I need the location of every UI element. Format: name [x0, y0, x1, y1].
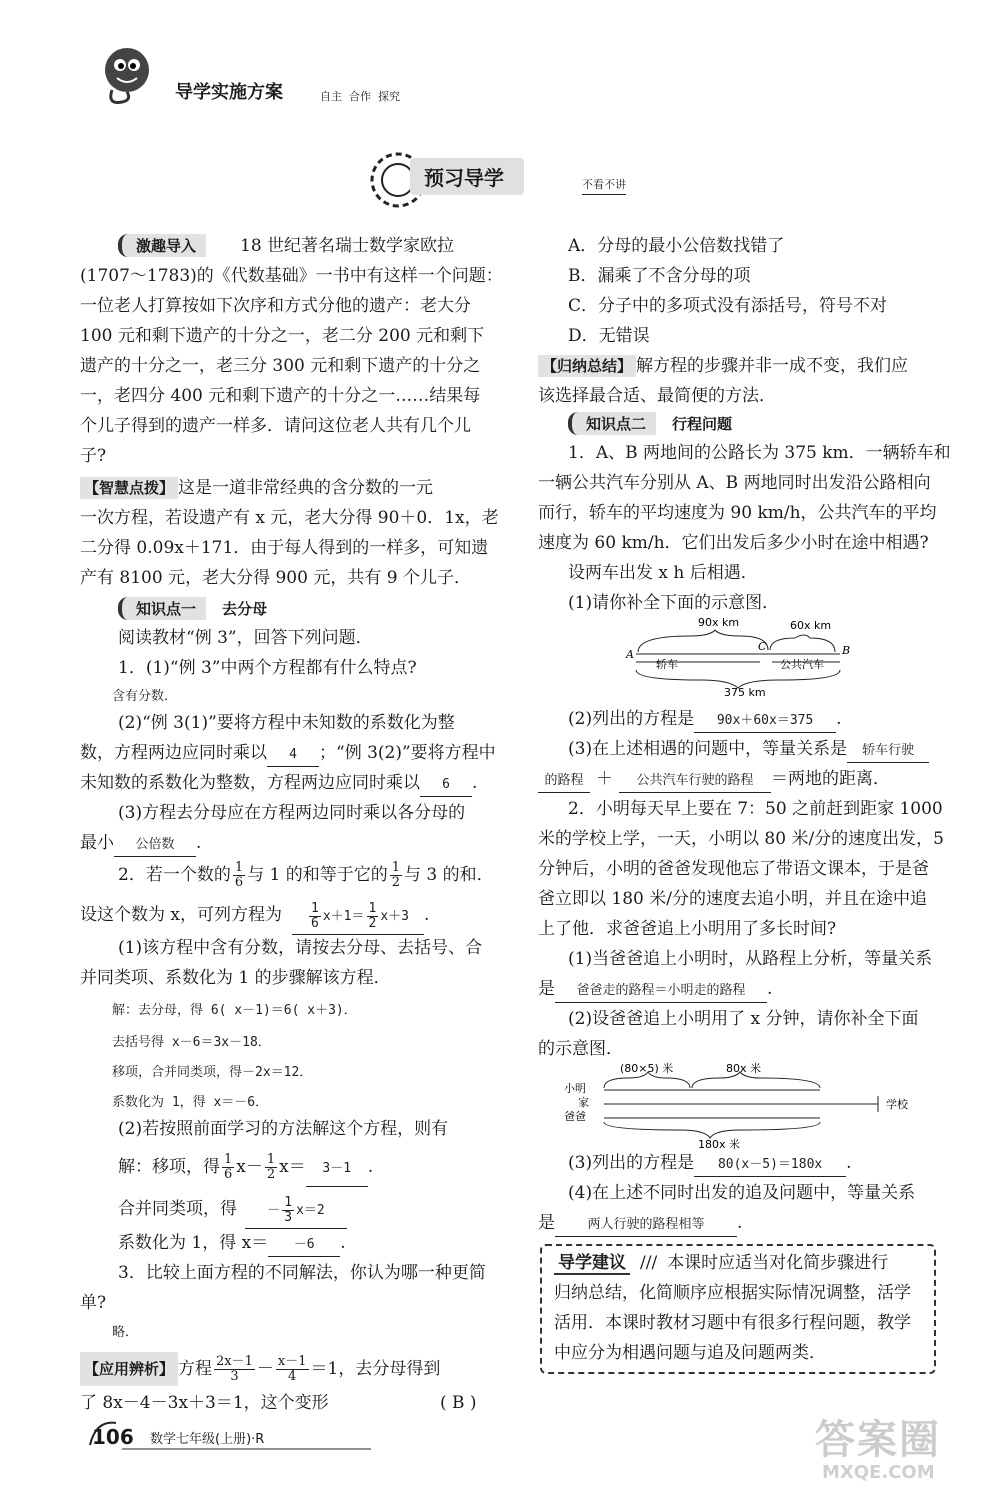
intro-line: 18 世纪著名瑞士数学家欧拉	[240, 236, 455, 256]
kp1-title: 去分母	[222, 600, 268, 618]
read-line: 阅读教材“例 3”，回答下列问题．	[118, 628, 373, 648]
apply-answer: ( B )	[440, 1393, 477, 1413]
kp2-heading	[568, 412, 732, 435]
problem1-q3: (3)在上述相遇的问题中，等量关系是 轿车行驶	[568, 738, 929, 763]
answer-problem1-q3a: 轿车行驶	[847, 740, 929, 763]
option-b: B．漏乘了不含分母的项	[568, 266, 751, 286]
intro-line: 一位老人打算按如下次序和方式分他的遗产：老大分	[80, 296, 471, 316]
intro-tag: 激趣导入	[118, 234, 206, 257]
d1-label-b: B	[842, 644, 851, 657]
hint-line: 产有 8100 元，老大分得 900 元，共有 9 个儿子．	[80, 568, 471, 588]
answer-1-2a: 4	[267, 744, 319, 767]
page-number: 106	[92, 1425, 134, 1449]
chase-diagram	[560, 1060, 940, 1150]
problem1-line: 一辆公共汽车分别从 A、B 两地同时出发沿公路相向	[538, 473, 931, 493]
question-2-2-step2: 合并同类项，得 － $\frac{1}{3}$ x＝2	[118, 1192, 347, 1229]
intro-line: 子?	[80, 446, 107, 466]
problem2-q4a: (4)在上述不同时出发的追及问题中，等量关系	[568, 1183, 916, 1203]
watermark-url: MXQE.COM	[822, 1462, 935, 1483]
watermark-logo: 答案圈	[815, 1417, 941, 1463]
kp2-title: 行程问题	[672, 415, 733, 433]
advice-line: 导学建议 /// 本课时应适当对化简步骤进行	[554, 1252, 888, 1274]
question-1-1: 1．(1)“例 3”中两个方程都有什么特点?	[118, 658, 417, 678]
problem2-q2b: 的示意图．	[538, 1039, 623, 1059]
problem1-q3-line2: 的路程 ＋ 公共汽车行驶的路程 ＝两地的距离．	[538, 768, 890, 793]
option-c: C．分子中的多项式没有添括号，符号不对	[568, 296, 888, 316]
problem2-line: 分钟后，小明的爸爸发现他忘了带语文课本，于是爸	[538, 859, 929, 879]
answer-2-2c: －6	[268, 1234, 340, 1257]
problem1-line: 1．A、B 两地间的公路长为 375 km．一辆轿车和	[568, 443, 951, 463]
problem2-line: 米的学校上学，一天，小明以 80 米/分的速度出发，5	[538, 829, 944, 849]
d1-label-a: A	[626, 648, 634, 661]
question-1-3b: 最小 公倍数 .	[80, 832, 201, 857]
d1-car-label: 轿车	[656, 658, 678, 671]
d1-top-right-brace	[770, 635, 835, 652]
problem2-line: 2．小明每天早上要在 7：50 之前赶到距家 1000	[568, 799, 943, 819]
answer-1-2b: 6	[420, 774, 472, 797]
d1-bus-label: 公共汽车	[780, 658, 824, 671]
kp1-label: 知识点一	[118, 597, 206, 620]
section-note: 不看不讲	[582, 176, 626, 195]
question-2: 2．若一个数的 $\frac{1}{6}$ 与 1 的和等于它的 $\frac{1}{2}$ 与 3 的和．	[118, 860, 494, 890]
problem2-q1a: (1)当爸爸追上小明时，从路程上分析，等量关系	[568, 949, 933, 969]
answer-3: 略．	[112, 1325, 139, 1340]
option-d: D．无错误	[568, 326, 650, 346]
question-3b: 单?	[80, 1293, 107, 1313]
d1-top-right-label: 60x km	[790, 619, 832, 632]
hint-tag: 【智慧点拨】	[80, 477, 178, 499]
summary-tag: 【归纳总结】	[538, 355, 636, 377]
hint-line: 二分得 0.09x＋171．由于每人得到的一样多，可知遗	[80, 538, 489, 558]
question-1-3a: (3)方程去分母应在方程两边同时乘以各分母的	[118, 803, 466, 823]
answer-1-1: 含有分数．	[112, 689, 178, 704]
book-title: 数学七年级(上册)·R	[150, 1432, 265, 1447]
d2-xiaoming-label: 小明	[564, 1082, 586, 1095]
answer-1-3: 公倍数	[114, 834, 196, 857]
apply-tag: 【应用辨析】	[80, 1352, 178, 1386]
answer-problem1-q2: 90x＋60x＝375	[694, 710, 836, 733]
problem2-q4b: 是 两人行驶的路程相等 .	[538, 1212, 742, 1237]
kp1-heading	[118, 597, 267, 620]
d2-top-left-label: (80×5) 米	[620, 1062, 674, 1075]
question-1-2a: (2)“例 3(1)”要将方程中未知数的系数化为整	[118, 713, 455, 733]
answer-problem1-q3c: 公共汽车行驶的路程	[619, 770, 771, 793]
problem2-line: 上了他．求爸爸追上小明用了多长时间?	[538, 919, 837, 939]
answer-2-equation: $\frac{1}{6}$ x＋1＝ $\frac{1}{2}$ x＋3	[292, 900, 424, 935]
hint-line: 【智慧点拨】 这是一道非常经典的含分数的一元	[80, 477, 433, 499]
d1-label-c: C	[758, 640, 767, 653]
problem1-line: 而行，轿车的平均速度为 90 km/h，公共汽车的平均	[538, 503, 937, 523]
intro-line: 100 元和剩下遗产的十分之一，老二分 200 元和剩下	[80, 326, 485, 346]
problem1-q2: (2)列出的方程是 90x＋60x＝375 .	[568, 708, 842, 733]
answer-problem1-q3b: 的路程	[538, 770, 590, 793]
d1-bottom-label: 375 km	[724, 686, 766, 698]
header-title: 导学实施方案	[175, 82, 283, 103]
apply-line: 【应用辨析】 方程 $\frac{2x-1}{3}$ － $\frac{x-1}{4}$ ＝1，去分母得到	[80, 1352, 440, 1386]
d2-bottom-brace	[604, 1122, 820, 1138]
problem2-line: 爸立即以 180 米/分的速度去追小明，并且在途中追	[538, 889, 927, 909]
problem1-q1: (1)请你补全下面的示意图．	[568, 593, 780, 613]
d2-dad-label: 爸爸	[564, 1110, 586, 1123]
advice-line: 中应分为相遇问题与追及问题两类．	[554, 1343, 826, 1363]
solution-line: 解：去分母，得 6( x－1)＝6( x＋3)．	[112, 1003, 357, 1018]
question-1-2b: 数，方程两边应同时乘以 4 ；“例 3(2)”要将方程中	[80, 742, 496, 767]
meeting-diagram	[620, 612, 860, 698]
intro-line: (1707～1783)的《代数基础》一书中有这样一个问题：	[80, 266, 503, 286]
kp2-label: 知识点二	[568, 412, 656, 435]
solution-line: 去括号得 x－6＝3x－18．	[112, 1035, 271, 1050]
question-2-1b: 并同类项、系数化为 1 的步骤解该方程．	[80, 968, 391, 988]
intro-line: 个儿子得到的遗产一样多．请问这位老人共有几个儿	[80, 416, 471, 436]
problem2-q2a: (2)设爸爸追上小明用了 x 分钟，请你补全下面	[568, 1009, 919, 1029]
question-2-2-step1: 解：移项，得 $\frac{1}{6}$ x－ $\frac{1}{2}$ x＝ 3－1 .	[118, 1150, 373, 1187]
advice-tag: 导学建议	[554, 1253, 630, 1275]
answer-2-2a: 3－1	[306, 1152, 368, 1187]
question-3a: 3．比较上面方程的不同解法，你认为哪一种更简	[118, 1263, 486, 1283]
summary-line: 【归纳总结】 解方程的步骤并非一成不变，我们应	[538, 355, 908, 377]
answer-problem2-q4: 两人行驶的路程相等	[555, 1214, 737, 1237]
answer-problem2-q1: 爸爸走的路程＝小明走的路程	[555, 980, 767, 1003]
question-1-2c: 未知数的系数化为整数，方程两边应同时乘以 6 .	[80, 772, 477, 797]
d2-bottom-label: 180x 米	[698, 1138, 741, 1150]
option-a: A．分母的最小公倍数找错了	[568, 236, 785, 256]
advice-line: 活用．本课时教材习题中有很多行程问题，教学	[554, 1313, 911, 1333]
d2-home-label: 家	[578, 1096, 589, 1109]
summary-line-2: 该选择最合适、最简便的方法．	[538, 386, 776, 406]
solution-line: 移项，合并同类项，得－2x＝12．	[112, 1065, 313, 1080]
question-2-1a: (1)该方程中含有分数，请按去分母、去括号、合	[118, 938, 483, 958]
advice-line: 归纳总结，化简顺序应根据实际情况调整，活学	[554, 1283, 911, 1303]
question-2-equation: 设这个数为 x，可列方程为 $\frac{1}{6}$ x＋1＝ $\frac{1}{2}$ x＋3 .	[80, 898, 429, 935]
intro-line: 一，老四分 400 元和剩下遗产的十分之一……结果每	[80, 386, 481, 406]
problem2-q3: (3)列出的方程是 80(x－5)＝180x .	[568, 1152, 852, 1177]
answer-2-2b: － $\frac{1}{3}$ x＝2	[245, 1194, 347, 1229]
problem1-set: 设两车出发 x h 后相遇．	[568, 563, 758, 583]
hint-line: 一次方程，若设遗产有 x 元，老大分得 90＋0．1x，老	[80, 508, 499, 528]
problem2-q1b: 是 爸爸走的路程＝小明走的路程 .	[538, 978, 772, 1003]
question-2-2-step3: 系数化为 1，得 x＝ －6 .	[118, 1232, 346, 1257]
header-subtitle: 自主 合作 探究	[320, 90, 400, 103]
problem1-line: 速度为 60 km/h．它们出发后多少小时在途中相遇?	[538, 533, 929, 553]
mascot-logo	[92, 40, 162, 110]
question-2-2: (2)若按照前面学习的方法解这个方程，则有	[118, 1119, 449, 1139]
d1-top-left-brace	[638, 630, 768, 652]
intro-line: 遗产的十分之一，老三分 300 元和剩下遗产的十分之	[80, 356, 481, 376]
d1-top-left-label: 90x km	[698, 616, 740, 629]
d2-school-label: 学校	[886, 1098, 908, 1111]
solution-line: 系数化为 1，得 x＝－6．	[112, 1095, 269, 1110]
apply-line-2: 了 8x－4－3x＋3＝1，这个变形	[80, 1393, 329, 1413]
answer-problem2-q3: 80(x－5)＝180x	[694, 1154, 846, 1177]
d2-top-right-label: 80x 米	[726, 1062, 762, 1075]
section-title: 预习导学	[410, 158, 524, 195]
